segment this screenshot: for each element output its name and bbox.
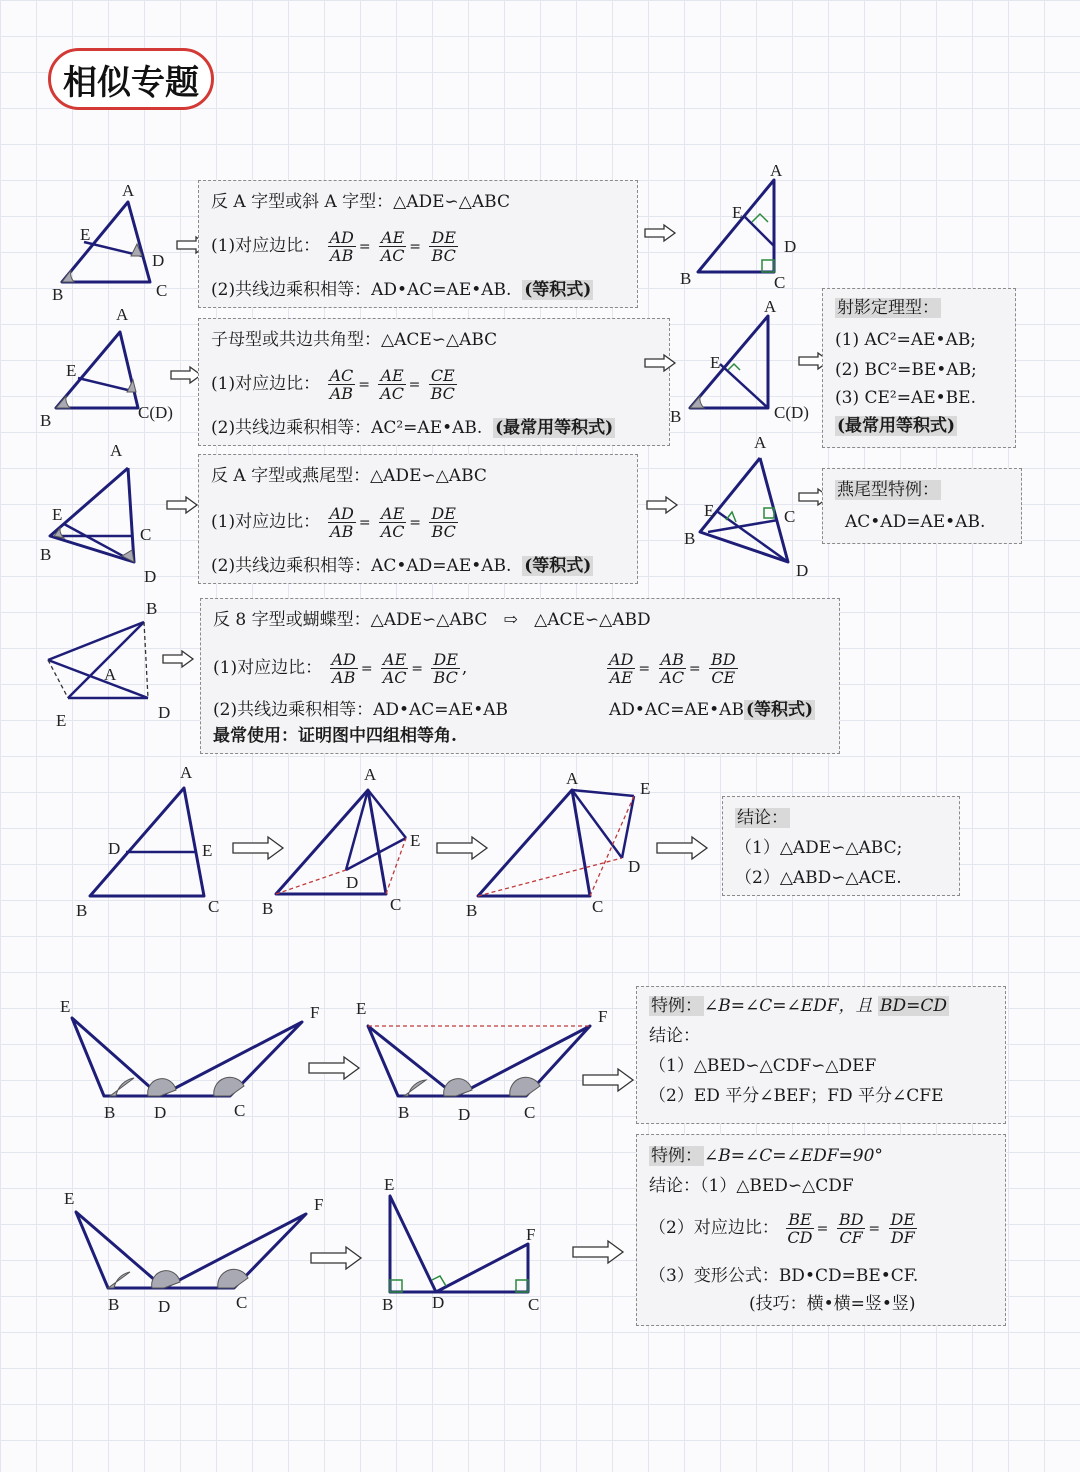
b2-line1: 子母型或共边共角型：△ACE∽△ABC [211, 330, 498, 350]
b3-tag: (等积式) [524, 556, 592, 576]
label-b: B [262, 899, 274, 918]
label-cd: C(D) [774, 403, 809, 422]
arrow-right-icon [310, 1246, 362, 1270]
label-b: B [398, 1103, 410, 1122]
label-f: F [526, 1225, 536, 1244]
arrow-right-icon [644, 354, 676, 372]
arrow-right-icon [232, 836, 284, 860]
b1-tag: (等积式) [524, 280, 592, 300]
label-e: E [202, 841, 213, 860]
label-c: C [784, 507, 796, 526]
b7-frac-1: $\frac{BE}{CD}$ [787, 1210, 813, 1247]
label-b: B [40, 411, 52, 430]
arrow-right-icon [582, 1068, 634, 1092]
arrow-right-icon [646, 496, 678, 514]
label-c: C [524, 1103, 536, 1122]
label-b: B [52, 285, 64, 304]
label-e: E [60, 997, 71, 1016]
label-e: E [356, 999, 367, 1018]
label-d: D [458, 1105, 471, 1124]
b4-frac-5: $\frac{AB}{AC}$ [660, 650, 685, 687]
b7-frac-2: $\frac{BD}{CF}$ [838, 1210, 864, 1247]
b2-line3: (2)共线边乘积相等：AC²=AE•AB. (最常用等积式) [211, 418, 614, 438]
shadow-tag: (最常用等积式) [837, 416, 956, 436]
swallow-line1: AC•AD=AE•AB. [845, 512, 986, 532]
b2-frac-2: $\frac{AE}{AC}$ [380, 366, 404, 403]
b4-line2b: $\frac{AD}{AE}$ = $\frac{AB}{AC}$ = $\frac{BD}{CE}$ [609, 650, 736, 687]
label-b: B [76, 901, 88, 920]
label-c: C [592, 897, 604, 916]
label-a: A [754, 433, 767, 452]
label-b: B [680, 269, 692, 288]
label-cd: C(D) [138, 403, 173, 422]
arrow-right-icon [308, 1056, 360, 1080]
b7-line4: （3）变形公式：BD•CD=BE•CF. [649, 1266, 919, 1286]
b6-line4: （2）ED 平分∠BEF；FD 平分∠CFE [649, 1086, 944, 1106]
b7-line5: (技巧：横•横=竖•竖) [749, 1294, 916, 1314]
b4-line2: (1)对应边比： $\frac{AD}{AB}$ = $\frac{AE}{AC}$ = $\frac{DE}{BC}$ , [213, 650, 468, 687]
label-b: B [40, 545, 52, 564]
label-a: A [116, 305, 129, 324]
page-title: 相似专题 [48, 48, 214, 110]
box-butterfly [200, 598, 840, 754]
shadow-line2: (2) BC²=BE•AB; [835, 360, 977, 380]
label-c: C [236, 1293, 248, 1312]
box-reverse-a [198, 180, 638, 308]
label-b: B [104, 1103, 116, 1122]
b3-line1: 反 A 字型或燕尾型：△ADE∽△ABC [211, 466, 487, 486]
label-e: E [732, 203, 743, 222]
b4-line3: (2)共线边乘积相等：AD•AC=AE•AB [213, 700, 509, 720]
arrow-right-icon [436, 836, 488, 860]
b7-line1: 特例： ∠B=∠C=∠EDF=90° [651, 1146, 883, 1166]
label-b: B [684, 529, 696, 548]
b3-line2: (1)对应边比： $\frac{AD}{AB}$ = $\frac{AE}{AC}$ = $\frac{DE}{BC}$ [211, 504, 456, 541]
label-a: A [770, 161, 783, 180]
label-b: B [670, 407, 682, 426]
b4-tag: (等积式) [745, 700, 814, 720]
label-f: F [310, 1003, 320, 1022]
b5-line1: （1）△ADE∽△ABC; [735, 838, 903, 858]
b1-line3: (2)共线边乘积相等：AD•AC=AE•AB. (等积式) [211, 280, 592, 300]
label-c: C [390, 895, 402, 914]
b4-frac-6: $\frac{BD}{CE}$ [710, 650, 736, 687]
box-special-case-2 [636, 1134, 1006, 1326]
label-a: A [180, 763, 193, 782]
swallow-title: 燕尾型特例： [837, 480, 939, 500]
arrow-right-icon [166, 496, 198, 514]
label-d: D [144, 567, 157, 586]
b2-frac-3: $\frac{CE}{BC}$ [430, 366, 455, 403]
label-a: A [566, 769, 579, 788]
arrow-right-icon [572, 1240, 624, 1264]
b7-line3: （2）对应边比： $\frac{BE}{CD}$ = $\frac{BD}{CF}$ = $\frac{DE}{DF}$ [649, 1210, 916, 1247]
arrow-right-icon [644, 224, 676, 242]
label-b: B [382, 1295, 394, 1314]
label-c: C [234, 1101, 246, 1120]
shadow-title: 射影定理型： [837, 298, 939, 318]
b2-frac-1: $\frac{AC}{AB}$ [329, 366, 354, 403]
label-c: C [528, 1295, 540, 1314]
b4-line1: 反 8 字型或蝴蝶型：△ADE∽△ABC ⇨ △ACE∽△ABD [213, 610, 651, 630]
label-d: D [154, 1103, 167, 1122]
b1-line1: 反 A 字型或斜 A 字型：△ADE∽△ABC [211, 192, 510, 212]
box-reverse-a-swallow [198, 454, 638, 584]
shadow-line3: (3) CE²=AE•BE. [835, 388, 976, 408]
label-a: A [764, 297, 777, 316]
b4-frac-3: $\frac{DE}{BC}$ [433, 650, 458, 687]
b4-line3b: AD•AC=AE•AB (等积式) [609, 700, 814, 720]
b4-frac-4: $\frac{AD}{AE}$ [609, 650, 634, 687]
label-d: D [346, 873, 359, 892]
b1-line2: (1)对应边比： $\frac{AD}{AB}$ = $\frac{AE}{AC}$ = $\frac{DE}{BC}$ [211, 228, 456, 265]
b1-ratio-label: (1)对应边比： [211, 236, 321, 256]
label-d: D [152, 251, 165, 270]
b6-line1: 特例： ∠B=∠C=∠EDF，且 BD=CD [651, 996, 947, 1016]
label-a: A [364, 765, 377, 784]
label-a: A [122, 181, 135, 200]
label-e: E [704, 501, 715, 520]
label-f: F [314, 1195, 324, 1214]
label-a: A [110, 441, 123, 460]
box-rotation-conclusion [722, 796, 960, 896]
b3-line3: (2)共线边乘积相等：AC•AD=AE•AB. (等积式) [211, 556, 592, 576]
label-a: A [104, 665, 117, 684]
b2-line2: (1)对应边比： $\frac{AC}{AB}$ = $\frac{AE}{AC}$ = $\frac{CE}{BC}$ [211, 366, 455, 403]
shadow-line1: (1) AC²=AE•AB; [835, 330, 977, 350]
label-d: D [628, 857, 641, 876]
b3-frac-1: $\frac{AD}{AB}$ [329, 504, 354, 541]
label-c: C [774, 273, 786, 292]
b1-frac-2: $\frac{AE}{AC}$ [380, 228, 405, 265]
b1-frac-3: $\frac{DE}{BC}$ [431, 228, 456, 265]
label-d: D [108, 839, 121, 858]
b5-line2: （2）△ABD∽△ACE. [735, 868, 902, 888]
box-shadow-theorem [822, 288, 1016, 448]
label-b: B [108, 1295, 120, 1314]
box-mother-child [198, 318, 670, 446]
box-special-case-1 [636, 986, 1006, 1124]
arrow-right-icon [162, 650, 194, 668]
label-e: E [66, 361, 77, 380]
label-e: E [56, 711, 67, 730]
label-d: D [158, 1297, 171, 1316]
b4-line4: 最常使用：证明图中四组相等角. [213, 726, 457, 746]
label-b: B [466, 901, 478, 920]
label-e: E [710, 353, 721, 372]
b7-frac-3: $\frac{DE}{DF}$ [890, 1210, 916, 1247]
double-arrow-icon: ⇨ [503, 610, 518, 630]
label-e: E [640, 779, 651, 798]
arrow-right-icon [656, 836, 708, 860]
b7-line2: 结论：（1）△BED∽△CDF [649, 1176, 854, 1196]
label-f: F [598, 1007, 608, 1026]
b6-line3: （1）△BED∽△CDF∽△DEF [649, 1056, 877, 1076]
figure-right-angle-case [0, 0, 1, 1]
b4-frac-1: $\frac{AD}{AB}$ [331, 650, 356, 687]
label-b: B [146, 599, 158, 618]
b1-frac-1: $\frac{AD}{AB}$ [329, 228, 354, 265]
label-d: D [432, 1293, 445, 1312]
label-c: C [156, 281, 168, 300]
label-e: E [384, 1175, 395, 1194]
b4-frac-2: $\frac{AE}{AC}$ [382, 650, 407, 687]
label-c: C [140, 525, 152, 544]
label-c: C [208, 897, 220, 916]
label-d: D [784, 237, 797, 256]
label-d: D [796, 561, 809, 580]
b5-title: 结论： [737, 808, 788, 828]
box-swallow-special [822, 468, 1022, 544]
b3-frac-3: $\frac{DE}{BC}$ [431, 504, 456, 541]
label-e: E [64, 1189, 75, 1208]
label-e: E [80, 225, 91, 244]
label-e: E [52, 505, 63, 524]
label-d: D [158, 703, 171, 722]
b2-tag: (最常用等积式) [495, 418, 614, 438]
b6-line2: 结论： [649, 1026, 700, 1046]
b3-frac-2: $\frac{AE}{AC}$ [380, 504, 405, 541]
label-e: E [410, 831, 421, 850]
